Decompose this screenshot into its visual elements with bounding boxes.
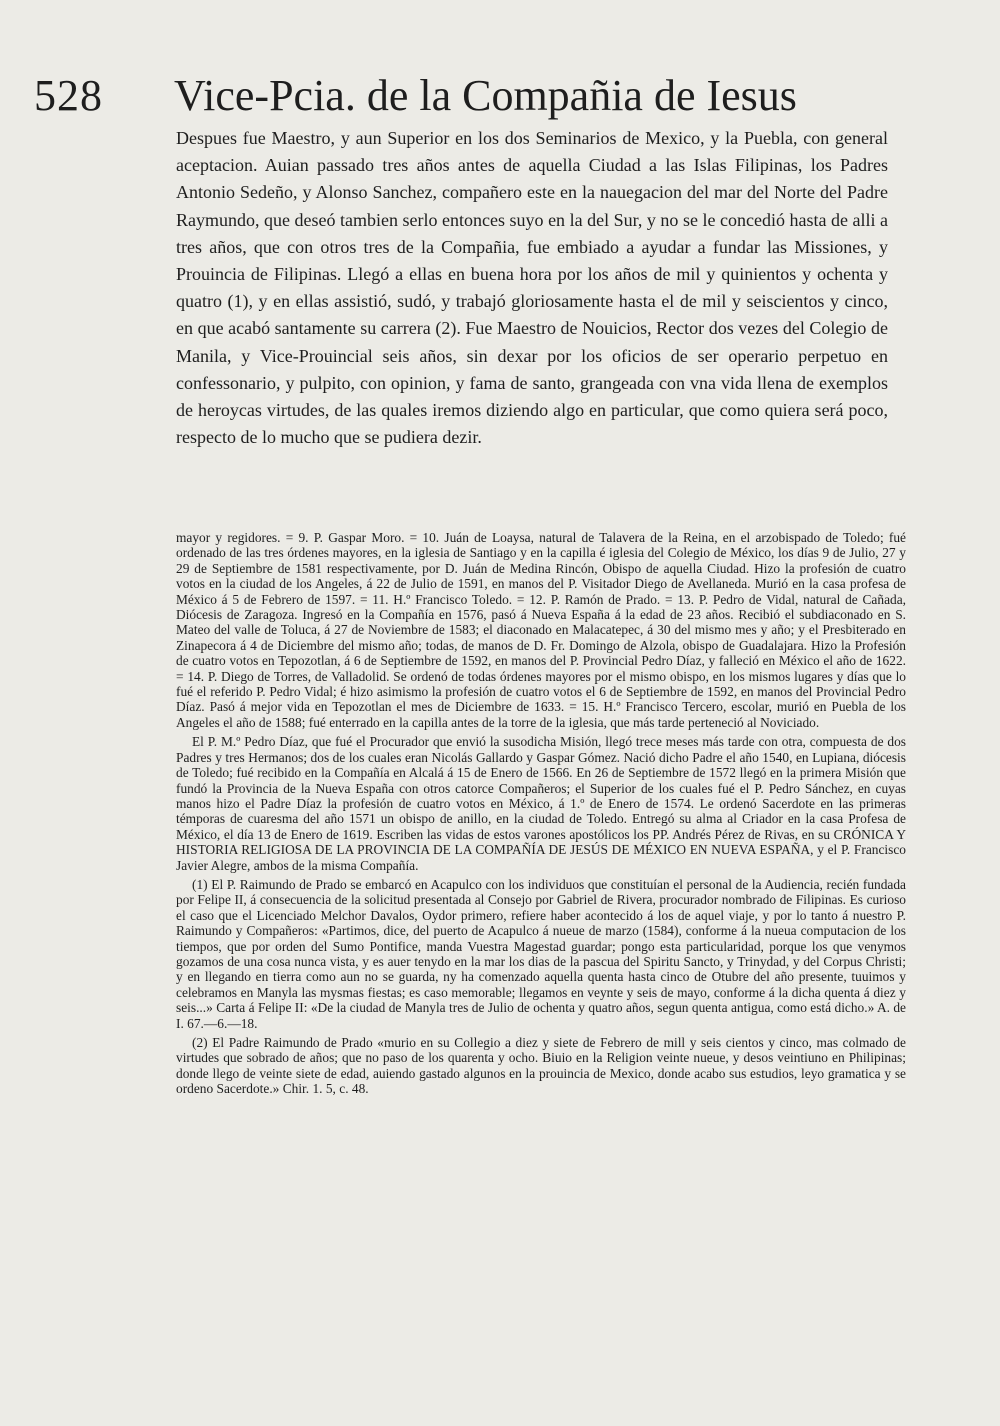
footnote-2: (2) El Padre Raimundo de Prado «murio en su Collegio a diez y siete de Febrero de mill y seis cientos y cinco, mas colmado de virtudes que sobrado de años; que no paso de los quarenta y ocho. Biuio en la Religion veinte nueue, y desos veintiuno en Philipinas; donde llego de veinte siete de edad, auiendo gastado algunos en la prouincia de Mexico, donde acabo sus estudios, leyo gramatica y se ordeno Sacerdote.» Chir. 1. 5, c. 48.	[176, 1035, 906, 1097]
page-header	[34, 70, 914, 130]
running-head: Vice-Pcia. de la Compañia de Iesus	[174, 71, 797, 120]
footnote-1: (1) El P. Raimundo de Prado se embarcó en Acapulco con los individuos que constituían el personal de la Audiencia, recién fundada por Felipe II, á consecuencia de la solicitud presentada al Consejo por Gabriel de Rivera, procurador nombrado de Filipinas. Es curioso el caso que el Licenciado Melchor Davalos, Oydor primero, refiere haber acontecido á los de aquel viaje, y por lo tanto á nuestro P. Raimundo y Compañeros: «Partimos, dice, del puerto de Acapulco á nueue de marzo (1584), conforme á la nueua computacion de los tiempos, que por orden del Sumo Pontifice, manda Vuestra Magestad guardar; pongo esta particularidad, porque los que venymos gozamos de una cosa nunca vista, y es auer tenydo en la mar los dias de la pascua del Spiritu Sancto, y Trinydad, y del Corpus Christi; y en llegando en tierra como aun no se guarda, ny ha comenzado aquella quenta hasta cinco de Otubre del año presente, tuuimos y celebramos en Manyla las mysmas fiestas; es caso memorable; llegamos en veynte y seis de mayo, conforme á la dicha quenta á diez y seis...» Carta á Felipe II: «De la ciudad de Manyla tres de Julio de ochenta y quatro años, segun quenta antigua, como está dicho.» A. de I. 67.—6.—18.	[176, 876, 906, 1031]
footnote-pedro-diaz: El P. M.º Pedro Díaz, que fué el Procurador que envió la susodicha Misión, llegó trece meses más tarde con otra, compuesta de dos Padres y tres Hermanos; dos de los cuales eran Nicolás Gallardo y Gaspar Gómez. Nació dicho Padre el año 1540, en Lupiana, diócesis de Toledo; fué recibido en la Compañía en Alcalá á 15 de Enero de 1566. En 26 de Septiembre de 1572 llegó en la primera Misión que fundó la Provincia de la Nueva España con otros catorce Compañeros; el Superior de los cuales fué el P. Pedro Sánchez, en cuyas manos hizo el Padre Díaz la profesión de cuatro votos en México, á 1.º de Enero de 1574. Le ordenó Sacerdote en las primeras témporas de cuaresma del año 1571 un obispo de anillo, en la ciudad de Toledo. Entregó su alma al Criador en la casa Profesa de México, el día 13 de Enero de 1619. Escriben las vidas de estos varones apostólicos los PP. Andrés Pérez de Rivas, en su CRÓNICA Y HISTORIA RELIGIOSA DE LA PROVINCIA DE LA COMPAÑÍA DE JESÚS DE MÉXICO EN NUEVA ESPAÑA, y el P. Francisco Javier Alegre, ambos de la misma Compañía.	[176, 734, 906, 873]
page-number: 528	[34, 71, 103, 120]
footnote-continuation: mayor y regidores. = 9. P. Gaspar Moro. = 10. Juán de Loaysa, natural de Talavera de la Reina, en el arzobispado de Toledo; fué ordenado de las tres órdenes mayores, en la iglesia de Santiago y en la capilla é iglesia del Colegio de México, los días 9 de Julio, 27 y 29 de Septiembre de 1581 respectivamente, por D. Juán de Medina Rincón, Obispo de aquella Ciudad. Hizo la profesión de cuatro votos en la ciudad de los Angeles, á 22 de Julio de 1591, en manos del P. Visitador Diego de Avellaneda. Murió en la casa profesa de México á 5 de Febrero de 1597. = 11. H.º Francisco Toledo. = 12. P. Ramón de Prado. = 13. P. Pedro de Vidal, natural de Cañada, Diócesis de Zaragoza. Ingresó en la Compañía en 1576, pasó á Nueva España á la edad de 23 años. Recibió el subdiaconado en S. Mateo del valle de Toluca, á 27 de Noviembre de 1583; el diaconado en Malacatepec, á 30 del mismo mes y año; y el Presbiterado en Zinapecora á 4 de Diciembre del mismo año; todas, de manos de D. Fr. Domingo de Alzola, obispo de Guadalajara. Hizo la Profesión de cuatro votos en Tepozotlan, á 6 de Septiembre de 1592, en manos del P. Provincial Pedro Díaz, y falleció en México el año de 1622. = 14. P. Diego de Torres, de Valladolid. Se ordenó de todas órdenes mayores por el mismo obispo, en los mismos lugares y días que lo fué el referido P. Pedro Vidal; é hizo asimismo la profesión de cuatro votos el 6 de Septiembre de 1592, en manos del Provincial Pedro Díaz. Pasó á mejor vida en Tepozotlan el mes de Diciembre de 1633. = 15. H.º Francisco Tercero, escolar, murió en Puebla de los Angeles el año de 1588; fué enterrado en la capilla antes de la torre de la iglesia, que más tarde perteneció al Noviciado.	[176, 530, 906, 730]
footnotes	[176, 530, 906, 1097]
main-paragraph: Despues fue Maestro, y aun Superior en los dos Seminarios de Mexico, y la Puebla, con general aceptacion. Auian passado tres años antes de aquella Ciudad a las Islas Filipinas, los Padres Antonio Sedeño, y Alonso Sanchez, compañero este en la nauegacion del mar del Norte del Padre Raymundo, que deseó tambien serlo entonces suyo en la del Sur, y no se le concedió hasta de alli a tres años, que con otros tres de la Compañia, fue embiado a ayudar a fundar las Missiones, y Prouincia de Filipinas. Llegó a ellas en buena hora por los años de mil y quinientos y ochenta y quatro (1), y en ellas assistió, sudó, y trabajó gloriosamente hasta el de mil y seiscientos y cinco, en que acabó santamente su carrera (2). Fue Maestro de Nouicios, Rector dos vezes del Colegio de Manila, y Vice-Prouincial seis años, sin dexar por los oficios de ser operario perpetuo en confessonario, y pulpito, con opinion, y fama de santo, grangeada con vna vida llena de exemplos de heroycas virtudes, de las quales iremos diziendo algo en particular, que como quiera será poco, respecto de lo mucho que se pudiera dezir.	[176, 128, 888, 448]
